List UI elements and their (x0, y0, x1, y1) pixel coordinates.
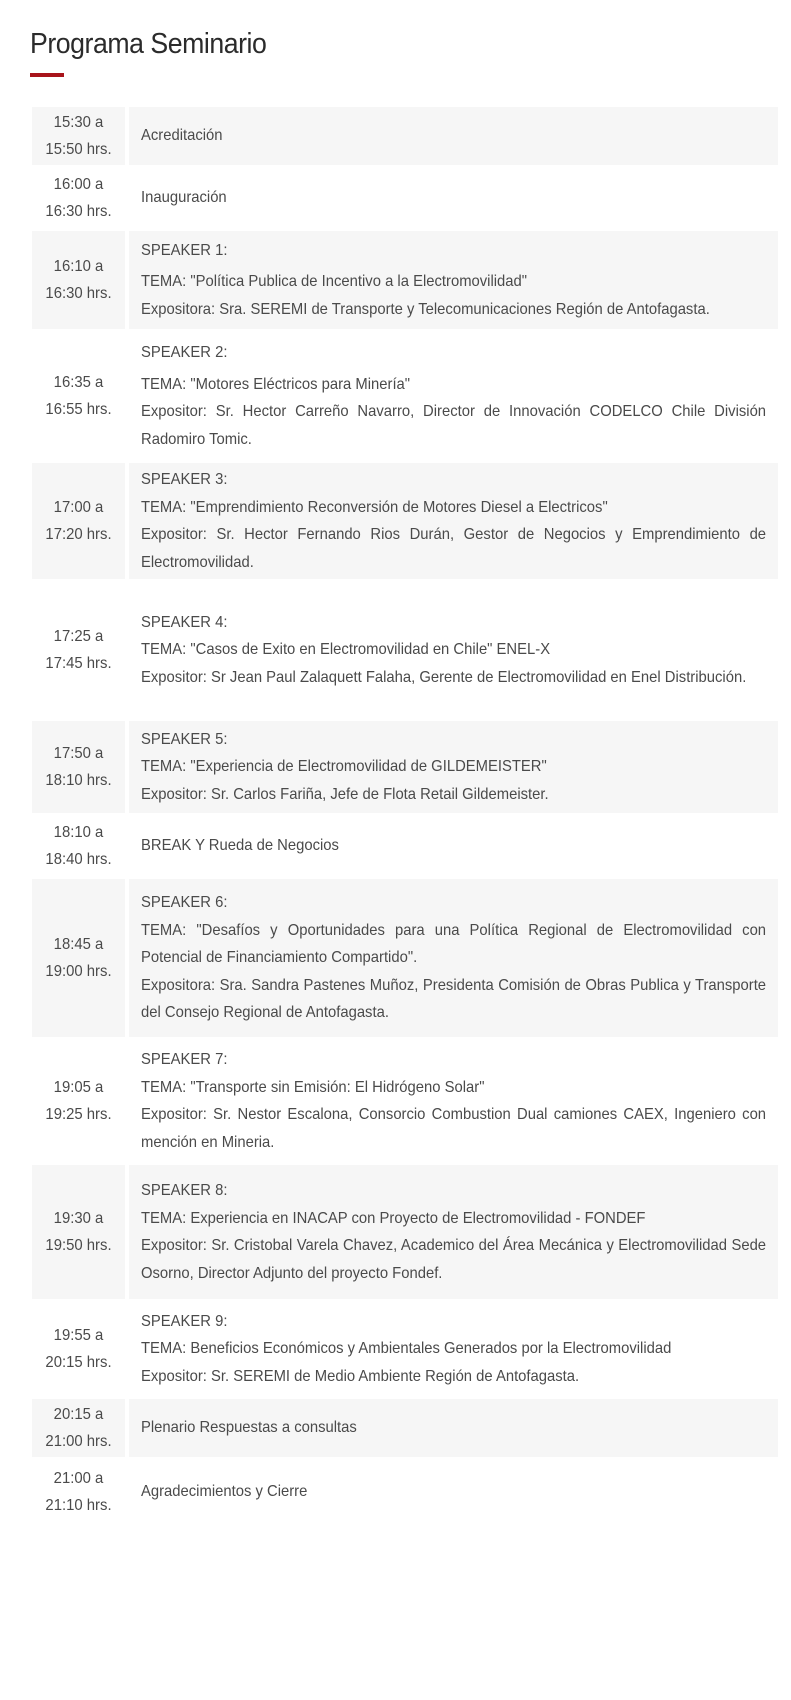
schedule-description-text (141, 184, 766, 212)
schedule-time (32, 333, 129, 463)
schedule-time (32, 169, 129, 231)
schedule-description-text (141, 726, 766, 809)
schedule-description-text (141, 237, 766, 324)
schedule-time-text (35, 494, 121, 549)
time-start: 15:30 a (53, 113, 104, 131)
speaker-label: SPEAKER 9: (141, 1312, 228, 1330)
schedule-description (129, 817, 778, 879)
schedule-row (32, 1399, 778, 1461)
schedule-row (32, 107, 778, 169)
time-end: 19:50 hrs. (45, 1237, 112, 1254)
schedule-description (129, 1165, 778, 1303)
schedule-description (129, 463, 778, 583)
page-title: Programa Seminario (30, 28, 267, 60)
schedule-time-text (35, 623, 121, 678)
time-end: 18:40 hrs. (45, 851, 112, 868)
schedule-row (32, 231, 778, 333)
talk-topic: TEMA: "Motores Eléctricos para Minería" (141, 375, 411, 393)
time-start: 16:35 a (53, 373, 104, 391)
schedule-time-text (35, 1322, 121, 1377)
speaker-name: Expositor: Sr. Hector Carreño Navarro, Director de Innovación CODELCO Chile División Radomiro Tomic. (141, 403, 767, 448)
schedule-time (32, 463, 129, 583)
time-end: 15:50 hrs. (45, 141, 112, 158)
schedule-description (129, 1461, 778, 1523)
speaker-label: SPEAKER 3: (141, 471, 228, 488)
talk-topic: TEMA: "Transporte sin Emisión: El Hidrógeno Solar" (141, 1078, 485, 1096)
schedule-description (129, 1041, 778, 1165)
schedule-description-text (141, 339, 766, 453)
speaker-name: Expositor: Sr. Carlos Fariña, Jefe de Flota Retail Gildemeister. (141, 785, 549, 803)
schedule-description-text (141, 1046, 766, 1156)
schedule-time-text (35, 1401, 121, 1456)
schedule-time (32, 817, 129, 879)
talk-topic: TEMA: "Emprendimiento Reconversión de Motores Diesel a Electricos" (141, 498, 608, 516)
agenda-item: Agradecimientos y Cierre (141, 1483, 308, 1501)
time-end: 17:45 hrs. (45, 655, 112, 672)
schedule-time-text (35, 253, 121, 308)
schedule-time-text (35, 819, 121, 874)
schedule-time-text (35, 1074, 121, 1129)
schedule-description (129, 231, 778, 333)
speaker-name: Expositor: Sr. Hector Fernando Rios Durán, Gestor de Negocios y Emprendimiento de Electromovilidad. (141, 526, 767, 571)
schedule-description (129, 583, 778, 721)
agenda-item: Plenario Respuestas a consultas (141, 1419, 357, 1437)
schedule-time (32, 231, 129, 333)
speaker-name: Expositora: Sra. Sandra Pastenes Muñoz, Presidenta Comisión de Obras Publica y Transporte del Consejo Regional de Antofagasta. (141, 976, 767, 1022)
speaker-name: Expositor: Sr Jean Paul Zalaquett Falaha, Gerente de Electromovilidad en Enel Distribución. (141, 668, 747, 686)
schedule-time (32, 1303, 129, 1399)
schedule-time-text (35, 931, 121, 986)
schedule-description (129, 169, 778, 231)
time-start: 16:00 a (53, 175, 104, 193)
schedule-description-text (141, 122, 766, 150)
schedule-description (129, 721, 778, 817)
schedule-row (32, 169, 778, 231)
time-end: 18:10 hrs. (45, 772, 112, 789)
time-end: 17:20 hrs. (45, 526, 112, 543)
schedule-row (32, 463, 778, 583)
speaker-name: Expositor: Sr. Cristobal Varela Chavez, Academico del Área Mecánica y Electromovilidad Sede Osorno, Director Adjunto del proyecto Fondef. (141, 1237, 767, 1282)
schedule-time-text (35, 171, 121, 226)
time-start: 19:30 a (53, 1209, 104, 1227)
schedule-row (32, 1303, 778, 1399)
title-underline (30, 73, 64, 77)
time-start: 19:55 a (53, 1326, 104, 1344)
time-start: 17:50 a (53, 744, 104, 762)
schedule-body (32, 107, 778, 1523)
agenda-item: BREAK Y Rueda de Negocios (141, 837, 339, 855)
time-start: 18:10 a (53, 823, 104, 841)
schedule-description (129, 1399, 778, 1461)
schedule-description-text (141, 609, 766, 692)
schedule-time (32, 1399, 129, 1461)
talk-topic: TEMA: "Desafíos y Oportunidades para una Política Regional de Electromovilidad con Potencial de Financiamiento Compartido". (141, 921, 767, 967)
speaker-name: Expositor: Sr. SEREMI de Medio Ambiente Región de Antofagasta. (141, 1367, 580, 1385)
schedule-description-text (141, 1414, 766, 1442)
schedule-row (32, 333, 778, 463)
speaker-name: Expositora: Sra. SEREMI de Transporte y Telecomunicaciones Región de Antofagasta. (141, 300, 710, 318)
talk-topic: TEMA: Experiencia en INACAP con Proyecto de Electromovilidad - FONDEF (141, 1209, 646, 1227)
agenda-item: Acreditación (141, 127, 223, 145)
time-end: 16:30 hrs. (45, 203, 112, 220)
schedule-description-text (141, 466, 766, 576)
speaker-label: SPEAKER 8: (141, 1182, 228, 1199)
schedule-row (32, 817, 778, 879)
schedule-time-text (35, 1205, 121, 1260)
schedule-time (32, 721, 129, 817)
speaker-name: Expositor: Sr. Nestor Escalona, Consorcio Combustion Dual camiones CAEX, Ingeniero con mención en Mineria. (141, 1106, 767, 1151)
schedule-table (32, 107, 778, 1523)
time-end: 19:00 hrs. (45, 963, 112, 980)
time-end: 19:25 hrs. (45, 1106, 112, 1123)
schedule-time (32, 583, 129, 721)
schedule-row (32, 1041, 778, 1165)
schedule-time-text (35, 369, 121, 424)
schedule-time (32, 107, 129, 169)
speaker-label: SPEAKER 6: (141, 894, 228, 912)
speaker-label: SPEAKER 5: (141, 730, 228, 748)
talk-topic: TEMA: "Política Publica de Incentivo a la Electromovilidad" (141, 273, 528, 291)
schedule-description-text (141, 1308, 766, 1391)
schedule-row (32, 1165, 778, 1303)
schedule-time-text (35, 1465, 121, 1520)
schedule-time (32, 1165, 129, 1303)
time-end: 16:30 hrs. (45, 285, 112, 302)
talk-topic: TEMA: "Experiencia de Electromovilidad de GILDEMEISTER" (141, 758, 547, 776)
schedule-description (129, 333, 778, 463)
schedule-row (32, 879, 778, 1041)
schedule-description-text (141, 889, 766, 1027)
schedule-time (32, 1041, 129, 1165)
schedule-time-text (35, 109, 121, 164)
speaker-label: SPEAKER 7: (141, 1051, 228, 1068)
time-start: 17:00 a (53, 498, 104, 516)
schedule-description-text (141, 1478, 766, 1506)
schedule-description (129, 879, 778, 1041)
speaker-label: SPEAKER 2: (141, 344, 228, 361)
time-start: 18:45 a (53, 935, 104, 953)
schedule-description-text (141, 832, 766, 860)
schedule-time (32, 1461, 129, 1523)
time-start: 16:10 a (53, 257, 104, 275)
agenda-item: Inauguración (141, 189, 227, 207)
talk-topic: TEMA: Beneficios Económicos y Ambientales Generados por la Electromovilidad (141, 1340, 672, 1358)
time-start: 19:05 a (53, 1078, 104, 1096)
time-end: 16:55 hrs. (45, 401, 112, 418)
time-end: 21:00 hrs. (45, 1433, 112, 1450)
schedule-time-text (35, 740, 121, 795)
schedule-description (129, 107, 778, 169)
schedule-row (32, 721, 778, 817)
time-start: 20:15 a (53, 1405, 104, 1423)
speaker-label: SPEAKER 4: (141, 613, 228, 631)
schedule-row (32, 1461, 778, 1523)
time-end: 21:10 hrs. (45, 1497, 112, 1514)
time-start: 21:00 a (53, 1469, 104, 1487)
schedule-time (32, 879, 129, 1041)
talk-topic: TEMA: "Casos de Exito en Electromovilidad en Chile" ENEL-X (141, 641, 551, 659)
schedule-description-text (141, 1177, 766, 1287)
time-start: 17:25 a (53, 627, 104, 645)
schedule-row (32, 583, 778, 721)
schedule-description (129, 1303, 778, 1399)
time-end: 20:15 hrs. (45, 1354, 112, 1371)
speaker-label: SPEAKER 1: (141, 241, 228, 259)
